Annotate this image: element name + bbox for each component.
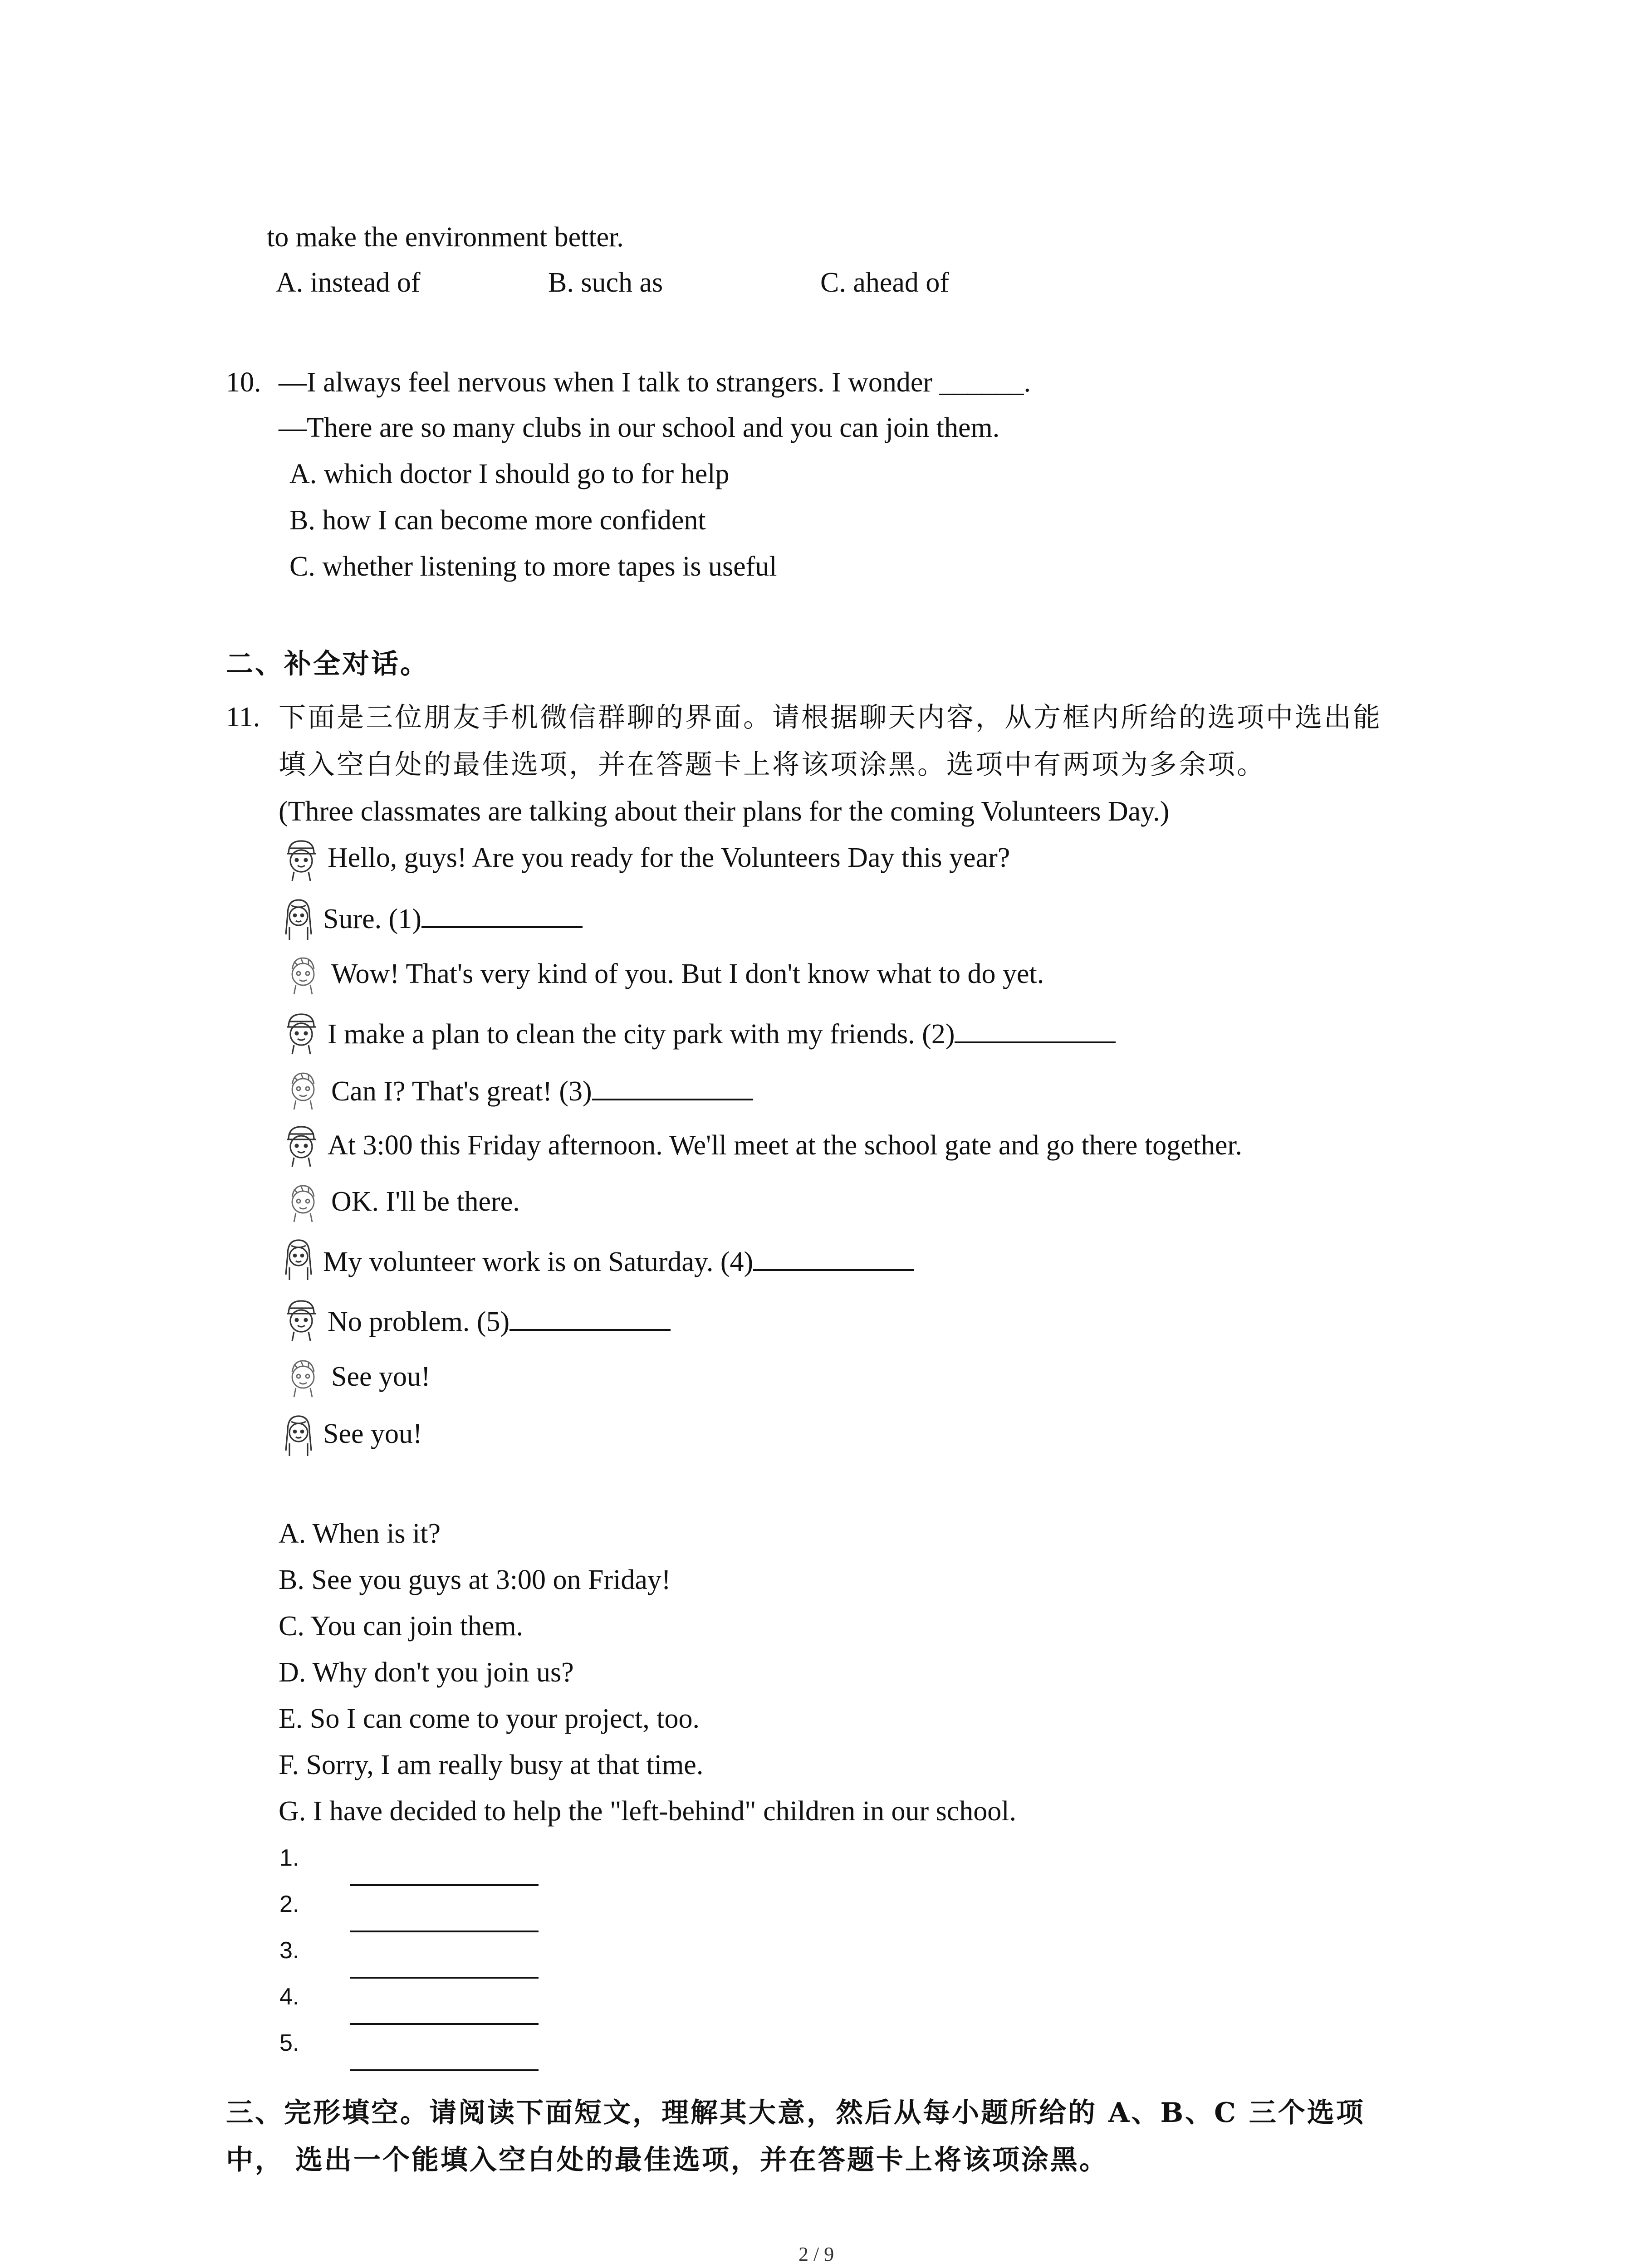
section3-instruction-line1: 三、完形填空。请阅读下面短文，理解其大意，然后从每小题所给的 A、B、C 三个选项 <box>226 2097 1365 2129</box>
boy-avatar-icon <box>283 951 323 998</box>
chat-message-5-text: Can I? That's great! (3) <box>331 1076 592 1107</box>
answer-field-5[interactable] <box>350 2069 539 2071</box>
answer-field-1[interactable] <box>350 1884 539 1886</box>
answer-field-2[interactable] <box>350 1931 539 1932</box>
boy-cap-avatar-icon <box>281 1009 321 1056</box>
chat-message-2 <box>323 903 583 933</box>
boy-avatar-icon <box>283 1354 323 1401</box>
choice-e: E. So I can come to your project, too. <box>279 1703 700 1734</box>
q11-instruction-line1: 下面是三位朋友手机微信群聊的界面。请根据聊天内容，从方框内所给的选项中选出能 <box>279 702 1382 733</box>
page-number: 2 / 9 <box>798 2243 834 2265</box>
girl-avatar-icon <box>279 1411 318 1458</box>
chat-message-10: See you! <box>331 1361 431 1392</box>
answer-number-3: 3. <box>279 1937 299 1964</box>
q10-line2: —There are so many clubs in our school and you can join them. <box>279 412 1000 443</box>
answer-number-5: 5. <box>279 2030 299 2056</box>
chat-message-9-text: No problem. (5) <box>328 1306 510 1337</box>
chat-message-9 <box>328 1305 671 1336</box>
section2-title: 二、补全对话。 <box>226 648 429 680</box>
q11-context: (Three classmates are talking about their plans for the coming Volunteers Day.) <box>279 796 1170 827</box>
chat-message-8 <box>323 1246 914 1276</box>
boy-cap-avatar-icon <box>281 1295 321 1343</box>
chat-message-11: See you! <box>323 1418 422 1449</box>
blank-2 <box>955 1018 1116 1043</box>
blank-4 <box>753 1246 914 1271</box>
answer-field-3[interactable] <box>350 1977 539 1979</box>
girl-avatar-icon <box>279 894 318 942</box>
girl-avatar-icon <box>279 1235 318 1282</box>
q10-line1: —I always feel nervous when I talk to strangers. I wonder ______. <box>279 367 1031 398</box>
answer-number-2: 2. <box>279 1891 299 1917</box>
chat-message-4-text: I make a plan to clean the city park with my friends. (2) <box>328 1019 955 1050</box>
q11-number: 11. <box>226 702 260 733</box>
chat-message-8-text: My volunteer work is on Saturday. (4) <box>323 1246 754 1277</box>
q11-instruction-line2: 填入空白处的最佳选项，并在答题卡上将该项涂黑。选项中有两项为多余项。 <box>279 749 1266 781</box>
choice-c: C. You can join them. <box>279 1611 524 1642</box>
section3-instruction-line2: 中， 选出一个能填入空白处的最佳选项，并在答题卡上将该项涂黑。 <box>226 2144 1108 2176</box>
blank-5 <box>509 1305 671 1331</box>
answer-field-4[interactable] <box>350 2023 539 2025</box>
boy-avatar-icon <box>283 1178 323 1226</box>
blank-3 <box>592 1075 753 1100</box>
q9-option-a: A. instead of <box>276 267 421 298</box>
chat-message-1: Hello, guys! Are you ready for the Volunteers Day this year? <box>328 842 1010 873</box>
q10-number: 10. <box>226 367 261 398</box>
chat-message-3: Wow! That's very kind of you. But I don't know what to do yet. <box>331 958 1044 989</box>
boy-avatar-icon <box>283 1066 323 1113</box>
chat-message-2-text: Sure. (1) <box>323 904 421 934</box>
q10-option-b: B. how I can become more confident <box>289 505 706 536</box>
q9-option-b: B. such as <box>548 267 663 298</box>
choice-d: D. Why don't you join us? <box>279 1657 574 1688</box>
choice-a: A. When is it? <box>279 1518 441 1549</box>
chat-message-5 <box>331 1075 753 1105</box>
chat-message-4 <box>328 1018 1116 1048</box>
chat-message-6: At 3:00 this Friday afternoon. We'll meet at the school gate and go there together. <box>328 1130 1243 1161</box>
boy-cap-avatar-icon <box>281 836 321 883</box>
chat-message-7: OK. I'll be there. <box>331 1186 520 1217</box>
boy-cap-avatar-icon <box>281 1121 321 1168</box>
choice-b: B. See you guys at 3:00 on Friday! <box>279 1564 671 1595</box>
answer-number-4: 4. <box>279 1984 299 2010</box>
q9-stem-tail: to make the environment better. <box>267 222 624 253</box>
q10-option-c: C. whether listening to more tapes is useful <box>289 551 777 582</box>
q10-option-a: A. which doctor I should go to for help <box>289 459 730 489</box>
choice-f: F. Sorry, I am really busy at that time. <box>279 1750 704 1780</box>
answer-number-1: 1. <box>279 1845 299 1871</box>
q9-option-c: C. ahead of <box>820 267 950 298</box>
choice-g: G. I have decided to help the "left-behind" children in our school. <box>279 1796 1016 1827</box>
blank-1 <box>421 903 583 928</box>
